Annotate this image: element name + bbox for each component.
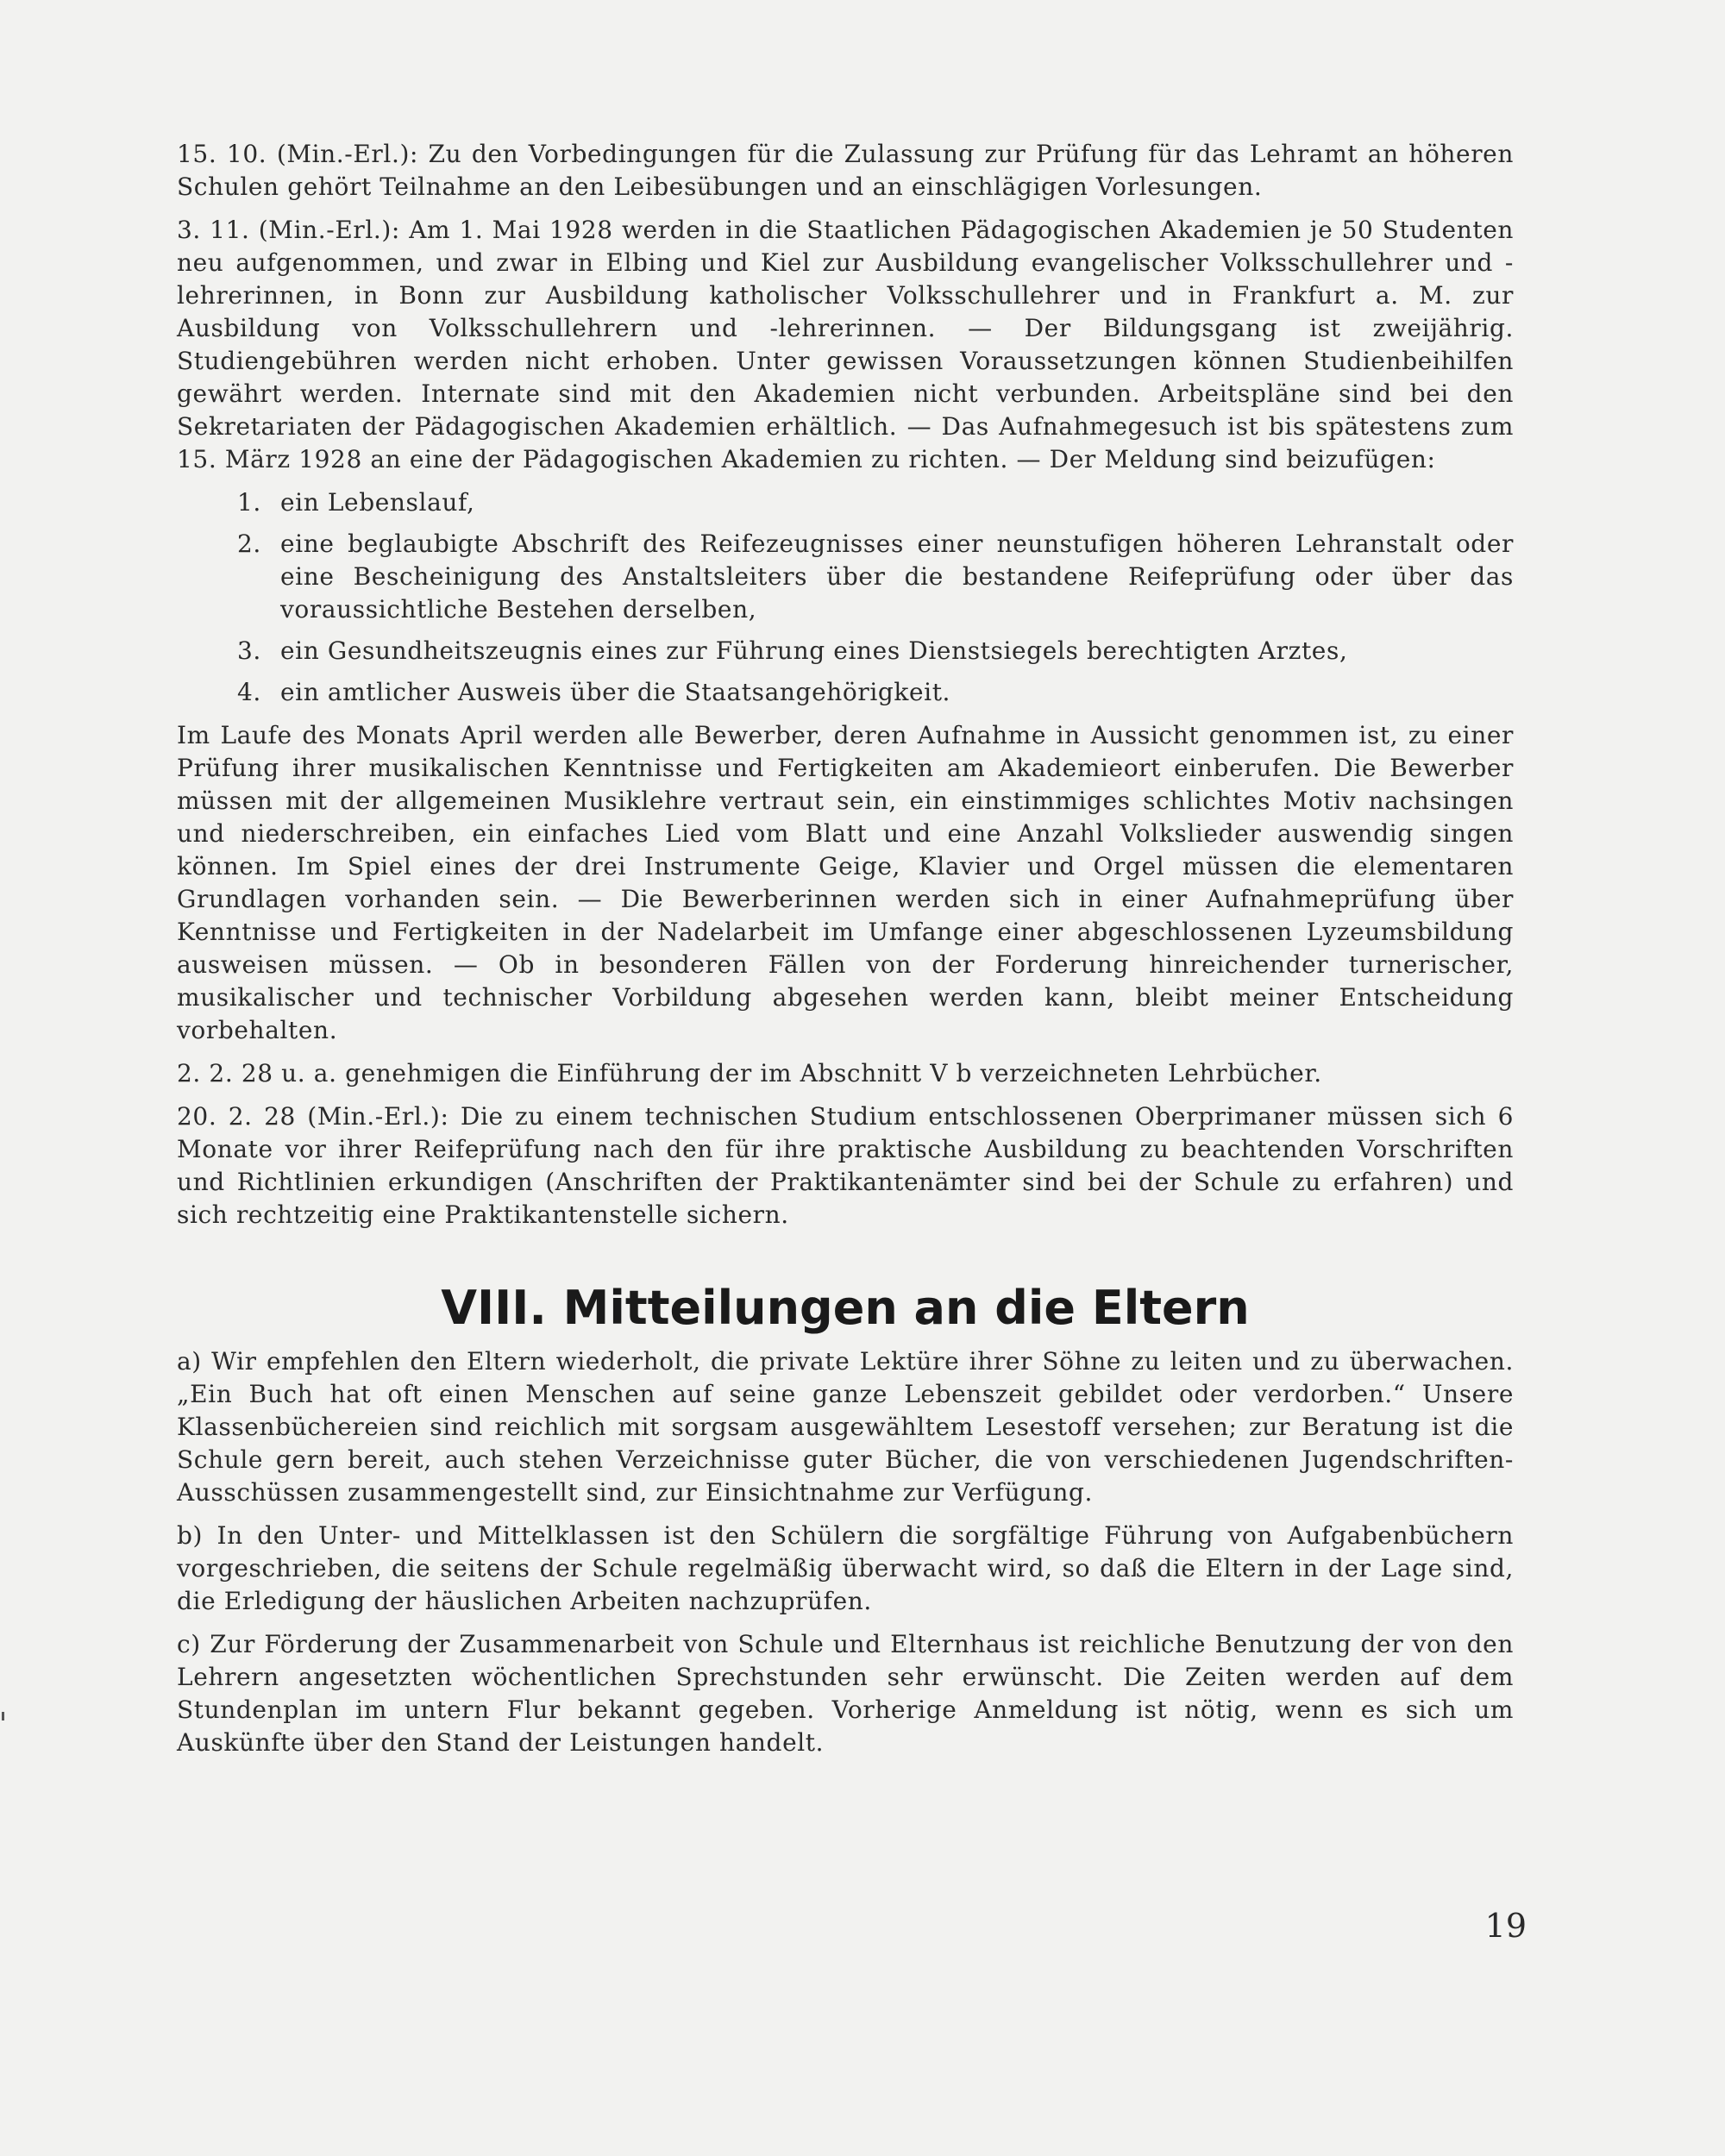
scan-edge-mark xyxy=(2,1712,4,1720)
list-item-text: ein amtlicher Ausweis über die Staatsangehörigkeit. xyxy=(280,678,951,706)
paragraph-b-homework: b) In den Unter- und Mittelklassen ist den Schülern die sorgfältige Führung von Aufgabenbüchern vorgeschrieben, die seitens der Schule regelmäßig überwacht wird, so daß die Eltern in der Lage sind, die Erledigung der häuslichen Arbeiten nachzuprüfen. xyxy=(177,1521,1514,1615)
list-item-number: 2. xyxy=(237,530,261,558)
list-item xyxy=(177,528,1514,626)
section-heading: VIII. Mitteilungen an die Eltern xyxy=(441,1281,1250,1335)
list-item xyxy=(177,635,1514,667)
list-item-text: ein Lebenslauf, xyxy=(280,488,475,517)
list-item xyxy=(177,676,1514,709)
requirements-list xyxy=(177,486,1514,709)
paragraph-a-reading: a) Wir empfehlen den Eltern wiederholt, die private Lektüre ihrer Söhne zu leiten und zu überwachen. „Ein Buch hat oft einen Menschen auf seine ganze Lebenszeit gebildet oder verdorben.“ Unsere Klassenbüchereien sind reichlich mit sorgsam ausgewähltem Lesestoff versehen; zur Beratung ist die Schule gern bereit, auch stehen Verzeichnisse guter Bücher, die von verschiedenen Jugendschriften-Ausschüssen zusammengestellt sind, zur Einsichtnahme zur Verfügung. xyxy=(177,1347,1514,1507)
paragraph-decree-15-10: 15. 10. (Min.-Erl.): Zu den Vorbedingungen für die Zulassung zur Prüfung für das Lehramt an höheren Schulen gehört Teilnahme an den Leibesübungen und an einschlägigen Vorlesungen. xyxy=(177,140,1514,201)
list-item xyxy=(177,486,1514,519)
list-item-number: 3. xyxy=(237,636,261,665)
paragraph-decree-20-2-28: 20. 2. 28 (Min.-Erl.): Die zu einem technischen Studium entschlossenen Oberprimaner müssen sich 6 Monate vor ihrer Reifeprüfung nach den für ihre praktische Ausbildung zu beachtenden Vorschriften und Richtlinien erkundigen (Anschriften der Praktikantenämter sind bei der Schule zu erfahren) und sich rechtzeitig eine Praktikantenstelle sichern. xyxy=(177,1102,1514,1229)
paragraph-c-consultation: c) Zur Förderung der Zusammenarbeit von Schule und Elternhaus ist reichliche Benutzung der von den Lehrern angesetzten wöchentlichen Sprechstunden sehr erwünscht. Die Zeiten werden auf dem Stundenplan im untern Flur bekannt gegeben. Vorherige Anmeldung ist nötig, wenn es sich um Auskünfte über den Stand der Leistungen handelt. xyxy=(177,1630,1514,1757)
paragraph-april-exam: Im Laufe des Monats April werden alle Bewerber, deren Aufnahme in Aussicht genommen ist, zu einer Prüfung ihrer musikalischen Kenntnisse und Fertigkeiten am Akademieort einberufen. Die Bewerber müssen mit der allgemeinen Musiklehre vertraut sein, ein einstimmiges schlichtes Motiv nachsingen und niederschreiben, ein einfaches Lied vom Blatt und eine Anzahl Volkslieder auswendig singen können. Im Spiel eines der drei Instrumente Geige, Klavier und Orgel müssen die elementaren Grundlagen vorhanden sein. — Die Bewerberinnen werden sich in einer Aufnahmeprüfung über Kenntnisse und Fertigkeiten in der Nadelarbeit im Umfange einer abgeschlossenen Lyzeumsbildung ausweisen müssen. — Ob in besonderen Fällen von der Forderung hinreichender turnerischer, musikalischer und technischer Vorbildung abgesehen werden kann, bleibt meiner Entscheidung vorbehalten. xyxy=(177,721,1514,1044)
page-number: 19 xyxy=(1484,1907,1527,1945)
list-item-number: 4. xyxy=(237,678,261,706)
list-item-text: ein Gesundheitszeugnis eines zur Führung eines Dienstsiegels berechtigten Arztes, xyxy=(280,636,1348,665)
list-item-text: eine beglaubigte Abschrift des Reifezeugnisses einer neunstufigen höheren Lehranstalt oder eine Bescheinigung des Anstaltsleiters über die bestandene Reifeprüfung oder über das voraussichtliche Bestehen derselben, xyxy=(280,530,1514,624)
paragraph-decree-2-2-28: 2. 2. 28 u. a. genehmigen die Einführung der im Abschnitt V b verzeichneten Lehrbücher. xyxy=(177,1059,1322,1087)
paragraph-decree-3-11: 3. 11. (Min.-Erl.): Am 1. Mai 1928 werden in die Staatlichen Pädagogischen Akademien je 50 Studenten neu aufgenommen, und zwar in Elbing und Kiel zur Ausbildung evangelischer Volksschullehrer und -lehrerinnen, in Bonn zur Ausbildung katholischer Volksschullehrer und in Frankfurt a. M. zur Ausbildung von Volksschullehrern und -lehrerinnen. — Der Bildungsgang ist zweijährig. Studiengebühren werden nicht erhoben. Unter gewissen Voraussetzungen können Studienbeihilfen gewährt werden. Internate sind mit den Akademien nicht verbunden. Arbeitspläne sind bei den Sekretariaten der Pädagogischen Akademien erhältlich. — Das Aufnahmegesuch ist bis spätestens zum 15. März 1928 an eine der Pädagogischen Akademien zu richten. — Der Meldung sind beizufügen: xyxy=(177,216,1514,473)
body-text xyxy=(177,138,1514,1770)
list-item-number: 1. xyxy=(237,488,261,517)
